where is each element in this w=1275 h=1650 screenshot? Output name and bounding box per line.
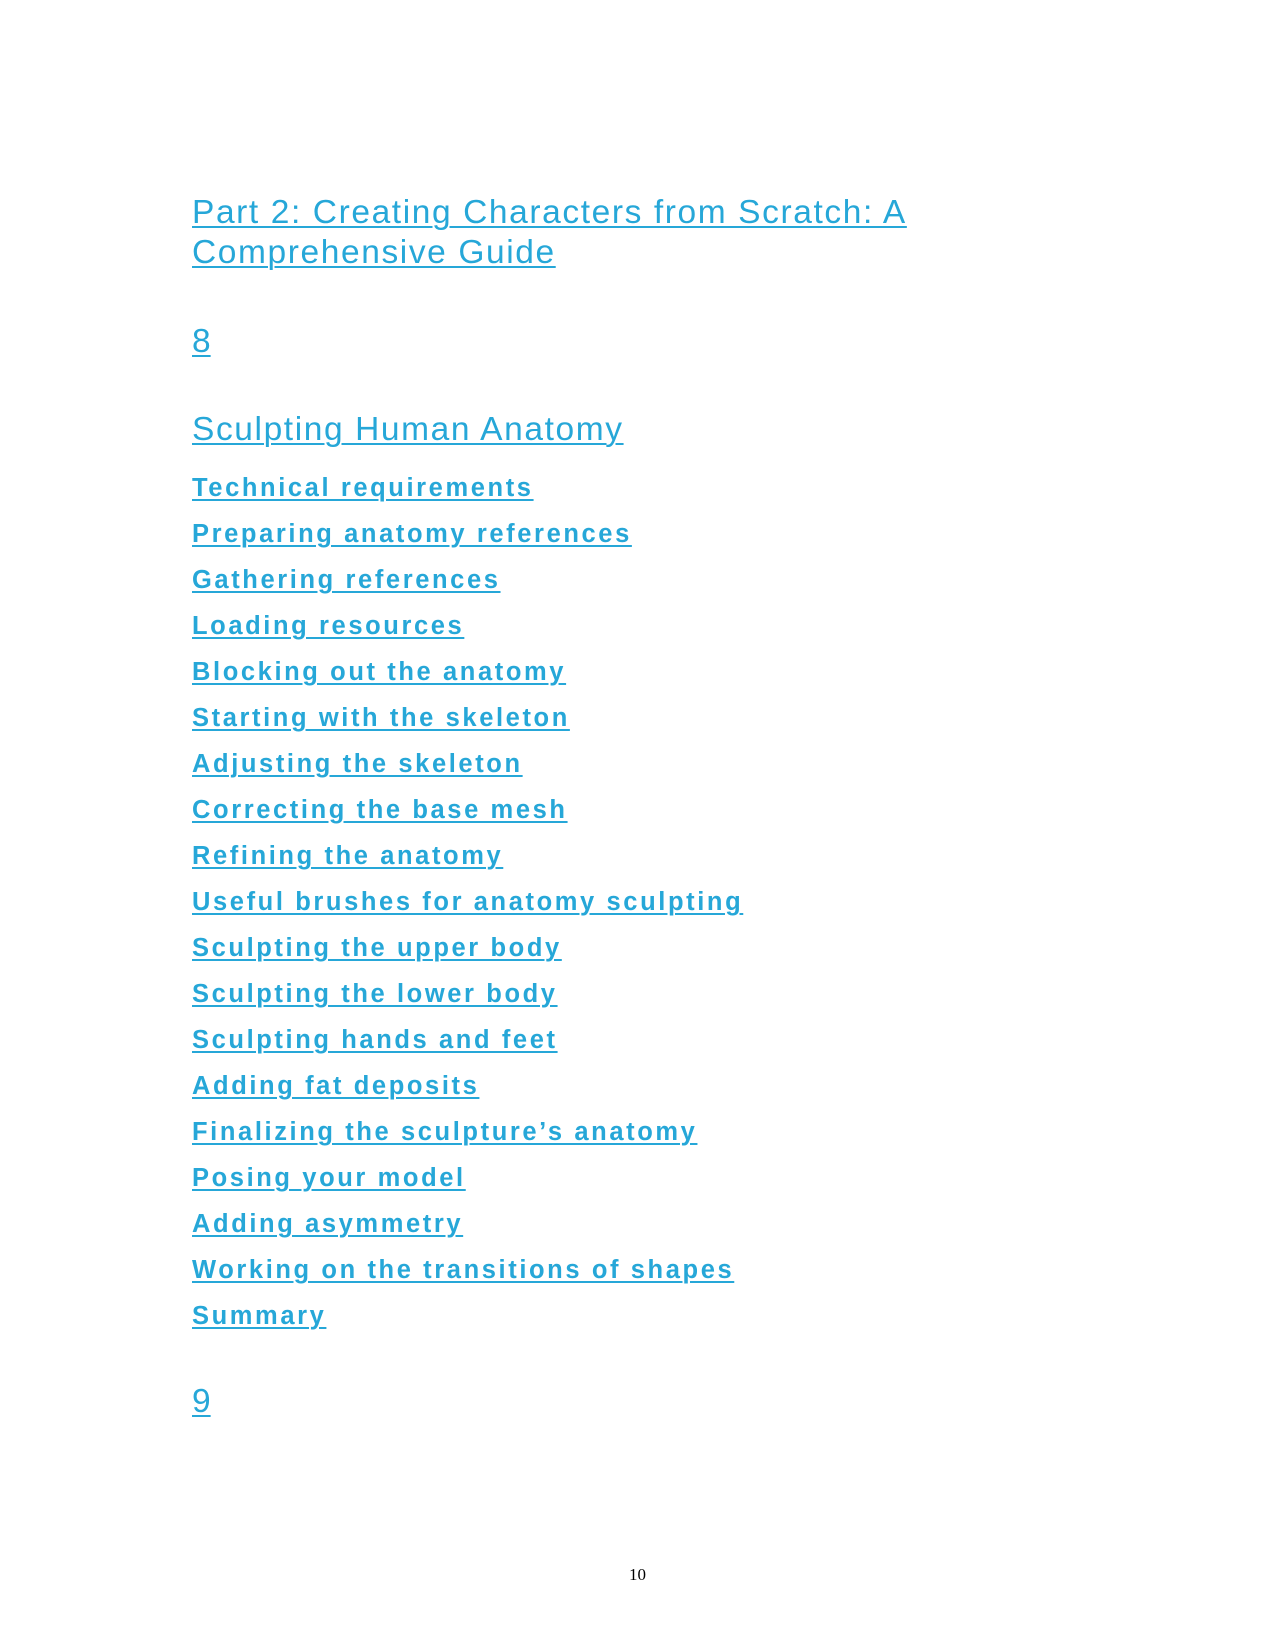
section-link[interactable]: Adding asymmetry (192, 1210, 464, 1238)
section-link[interactable]: Loading resources (192, 612, 465, 640)
list-item (192, 704, 743, 750)
part-title-link[interactable]: Part 2: Creating Characters from Scratch: A Comprehensive Guide (192, 194, 907, 271)
chapter-number (192, 1382, 211, 1422)
list-item (192, 796, 743, 842)
list-item (192, 1026, 743, 1072)
list-item (192, 566, 743, 612)
section-link[interactable]: Sculpting the lower body (192, 980, 558, 1008)
chapter-8-title-link[interactable]: Sculpting Human Anatomy (192, 411, 624, 448)
section-link[interactable]: Summary (192, 1302, 327, 1330)
section-link[interactable]: Adding fat deposits (192, 1072, 480, 1100)
chapter-title (192, 410, 624, 450)
section-link[interactable]: Refining the anatomy (192, 842, 504, 870)
list-item (192, 934, 743, 980)
chapter-8-number-link[interactable]: 8 (192, 323, 211, 360)
section-link[interactable]: Starting with the skeleton (192, 704, 570, 732)
list-item (192, 1210, 743, 1256)
list-item (192, 612, 743, 658)
chapter-number (192, 322, 211, 362)
page-number: 10 (629, 1565, 646, 1584)
section-link[interactable]: Working on the transitions of shapes (192, 1256, 735, 1284)
section-link[interactable]: Posing your model (192, 1164, 466, 1192)
list-item (192, 1302, 743, 1348)
section-link[interactable]: Preparing anatomy references (192, 520, 632, 548)
section-link[interactable]: Blocking out the anatomy (192, 658, 567, 686)
section-link[interactable]: Finalizing the sculpture’s anatomy (192, 1118, 698, 1146)
section-link[interactable]: Correcting the base mesh (192, 796, 568, 824)
list-item (192, 750, 743, 796)
chapter-9-number-link[interactable]: 9 (192, 1383, 211, 1420)
section-link[interactable]: Technical requirements (192, 474, 534, 502)
section-list (192, 474, 743, 1348)
list-item (192, 658, 743, 704)
section-link[interactable]: Sculpting hands and feet (192, 1026, 558, 1054)
list-item (192, 474, 743, 520)
section-link[interactable]: Useful brushes for anatomy sculpting (192, 888, 744, 916)
list-item (192, 842, 743, 888)
list-item (192, 1072, 743, 1118)
list-item (192, 520, 743, 566)
list-item (192, 1256, 743, 1302)
list-item (192, 980, 743, 1026)
list-item (192, 1118, 743, 1164)
list-item (192, 1164, 743, 1210)
list-item (192, 888, 743, 934)
section-link[interactable]: Sculpting the upper body (192, 934, 562, 962)
part-title (192, 193, 992, 273)
section-link[interactable]: Gathering references (192, 566, 501, 594)
section-link[interactable]: Adjusting the skeleton (192, 750, 523, 778)
